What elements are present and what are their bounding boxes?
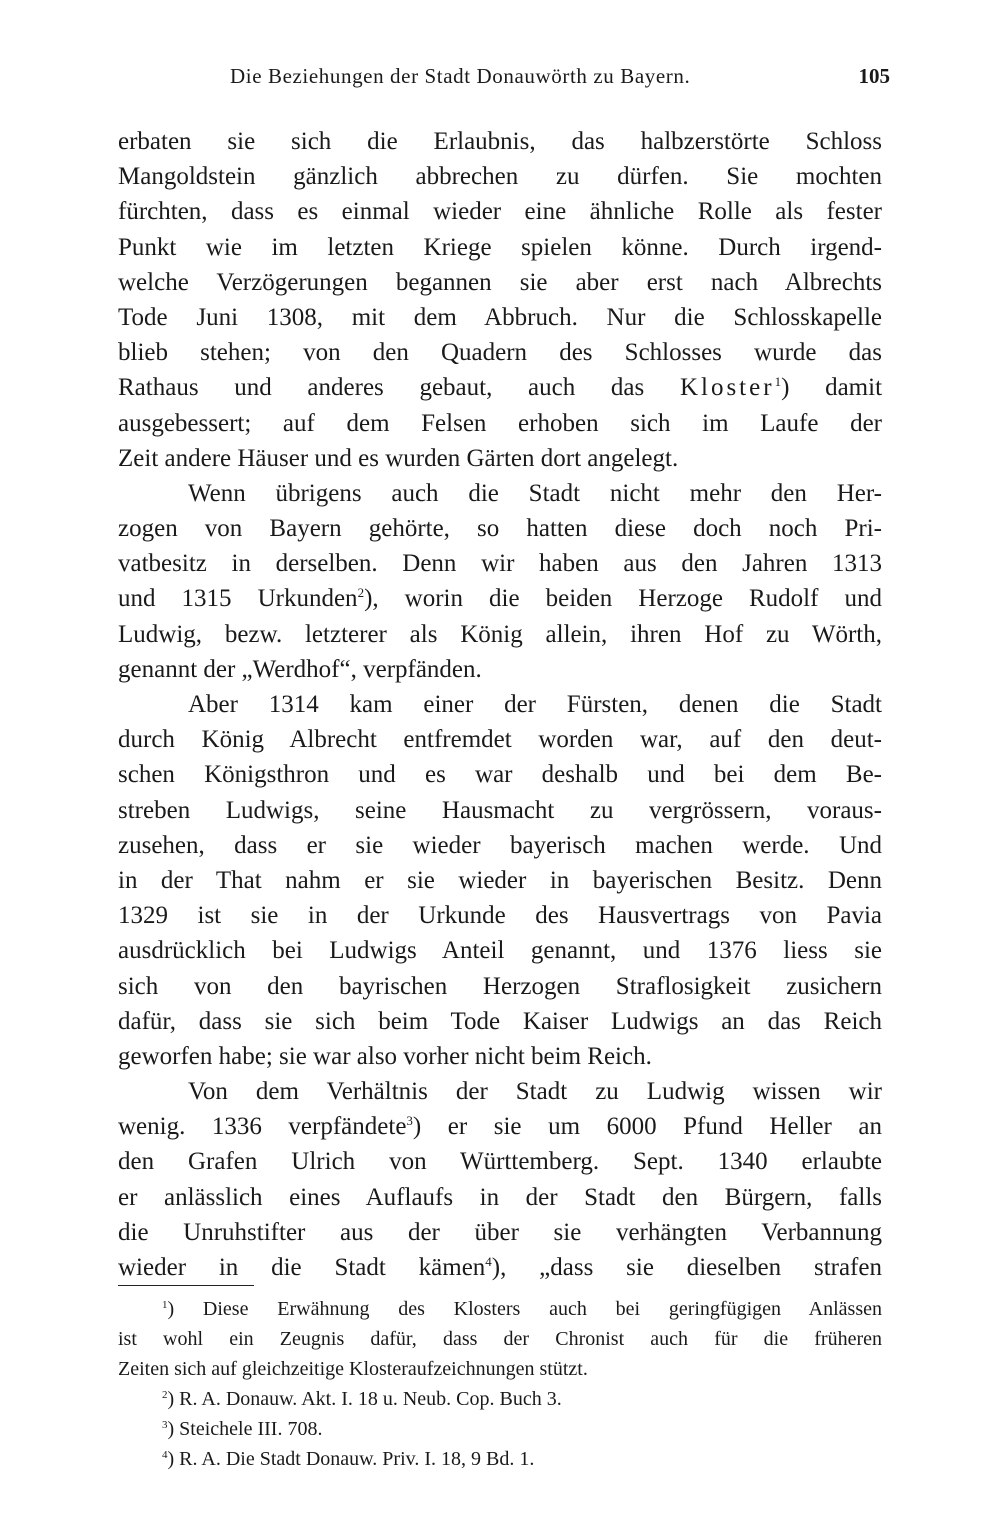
footnote-mark-4: 4 bbox=[162, 1449, 168, 1461]
text-line: Tode Juni 1308, mit dem Abbruch. Nur die Schlosskapelle bbox=[118, 303, 882, 331]
text-line: Von dem Verhältnis der Stadt zu Ludwig wissen wir bbox=[188, 1078, 882, 1106]
text-line: Aber 1314 kam einer der Fürsten, denen die Stadt bbox=[188, 691, 882, 718]
footnote-ref-3: 3 bbox=[406, 1113, 413, 1129]
text-segment: wieder in die Stadt kämen bbox=[118, 1254, 486, 1281]
footnote-3 bbox=[118, 1414, 882, 1444]
footnote-1-continued: ist wohl ein Zeugnis dafür, dass der Chronist auch für die früheren bbox=[118, 1328, 882, 1350]
text-line: Zeit andere Häuser und es wurden Gärten dort angelegt. bbox=[118, 444, 679, 472]
text-line: 1329 ist sie in der Urkunde des Hausvertrags von Pavia bbox=[118, 902, 882, 930]
footnote-mark-2: 2 bbox=[162, 1389, 168, 1401]
footnote-4 bbox=[118, 1444, 882, 1474]
text-line: ausdrücklich bei Ludwigs Anteil genannt, und 1376 liess sie bbox=[118, 937, 882, 965]
footnotes bbox=[118, 1294, 882, 1474]
text-segment: ), worin die beiden Herzoge Rudolf und bbox=[364, 585, 882, 613]
footnote-ref-2: 2 bbox=[357, 585, 365, 601]
text-line: zusehen, dass er sie wieder bayerisch machen werde. Und bbox=[118, 831, 882, 859]
text-line: streben Ludwigs, seine Hausmacht zu vergrössern, voraus- bbox=[118, 796, 882, 824]
text-line: ausgebessert; auf dem Felsen erhoben sich im Laufe der bbox=[118, 409, 882, 437]
running-head bbox=[118, 64, 890, 90]
text-line: die Unruhstifter aus der über sie verhängten Verbannung bbox=[118, 1218, 882, 1246]
text-line: fürchten, dass es einmal wieder eine ähnliche Rolle als fester bbox=[118, 198, 882, 226]
text-line: blieb stehen; von den Quadern des Schlosses wurde das bbox=[118, 339, 882, 367]
text-line: Mangoldstein gänzlich abbrechen zu dürfen. Sie mochten bbox=[118, 163, 882, 191]
footnote-ref-1: 1 bbox=[774, 374, 782, 390]
text-line: dafür, dass sie sich beim Tode Kaiser Ludwigs an das Reich bbox=[118, 1007, 882, 1035]
text-line: zogen von Bayern gehörte, so hatten diese doch noch Pri- bbox=[118, 515, 882, 543]
footnote-text: ) Diese Erwähnung des Klosters auch bei geringfügigen Anlässen bbox=[167, 1298, 882, 1320]
text-line: geworfen habe; sie war also vorher nicht beim Reich. bbox=[118, 1042, 652, 1070]
text-line: welche Verzögerungen begannen sie aber erst nach Albrechts bbox=[118, 268, 882, 296]
text-segment: ) damit bbox=[781, 374, 883, 402]
text-line: vatbesitz in derselben. Denn wir haben aus den Jahren 1313 bbox=[118, 550, 882, 578]
text-segment: wenig. 1336 verpfändete bbox=[118, 1113, 407, 1141]
footnote-1 bbox=[118, 1294, 882, 1324]
footnote-text: ) Steichele III. 708. bbox=[167, 1418, 323, 1440]
page-number: 105 bbox=[858, 64, 890, 88]
text-line bbox=[118, 1250, 882, 1285]
footnote-ref-4: 4 bbox=[485, 1254, 492, 1269]
text-line: sich von den bayrischen Herzogen Straflosigkeit zusichern bbox=[118, 972, 882, 1000]
text-line: Punkt wie im letzten Kriege spielen könne. Durch irgend- bbox=[118, 233, 882, 261]
text-line: durch König Albrecht entfremdet worden war, auf den deut- bbox=[118, 726, 882, 754]
text-segment: und 1315 Urkunden bbox=[118, 585, 358, 613]
spaced-word: Kloster bbox=[679, 374, 775, 402]
running-title: Die Beziehungen der Stadt Donauwörth zu Bayern. bbox=[230, 64, 691, 88]
footnote-divider bbox=[118, 1285, 254, 1286]
text-segment: Rathaus und anderes gebaut, auch das bbox=[118, 374, 645, 402]
text-line: genannt der „Werdhof“, verpfänden. bbox=[118, 655, 482, 683]
text-segment: ), „dass sie dieselben strafen bbox=[491, 1254, 882, 1281]
text-line: den Grafen Ulrich von Württemberg. Sept. 1340 erlaubte bbox=[118, 1148, 882, 1176]
text-segment: ) er sie um 6000 Pfund Heller an bbox=[412, 1113, 882, 1141]
footnote-mark-3: 3 bbox=[162, 1419, 168, 1431]
text-line bbox=[118, 370, 882, 405]
text-line: erbaten sie sich die Erlaubnis, das halbzerstörte Schloss bbox=[118, 128, 882, 155]
footnote-mark-1: 1 bbox=[162, 1299, 168, 1311]
body-text bbox=[118, 124, 882, 1285]
footnote-text: ) R. A. Donauw. Akt. I. 18 u. Neub. Cop. Buch 3. bbox=[167, 1388, 562, 1410]
text-line: schen Königsthron und es war deshalb und bei dem Be- bbox=[118, 761, 882, 789]
text-line: Ludwig, bezw. letzterer als König allein, ihren Hof zu Wörth, bbox=[118, 620, 882, 648]
footnote-1-continued: Zeiten sich auf gleichzeitige Klosteraufzeichnungen stützt. bbox=[118, 1358, 588, 1380]
footnote-2 bbox=[118, 1384, 882, 1414]
text-line: er anlässlich eines Auflaufs in der Stadt den Bürgern, falls bbox=[118, 1183, 882, 1211]
text-line bbox=[118, 581, 882, 616]
footnote-text: ) R. A. Die Stadt Donauw. Priv. I. 18, 9 Bd. 1. bbox=[167, 1448, 535, 1470]
text-line bbox=[118, 1109, 882, 1144]
text-line: Wenn übrigens auch die Stadt nicht mehr den Her- bbox=[188, 479, 882, 507]
text-line: in der That nahm er sie wieder in bayerischen Besitz. Denn bbox=[118, 866, 882, 894]
